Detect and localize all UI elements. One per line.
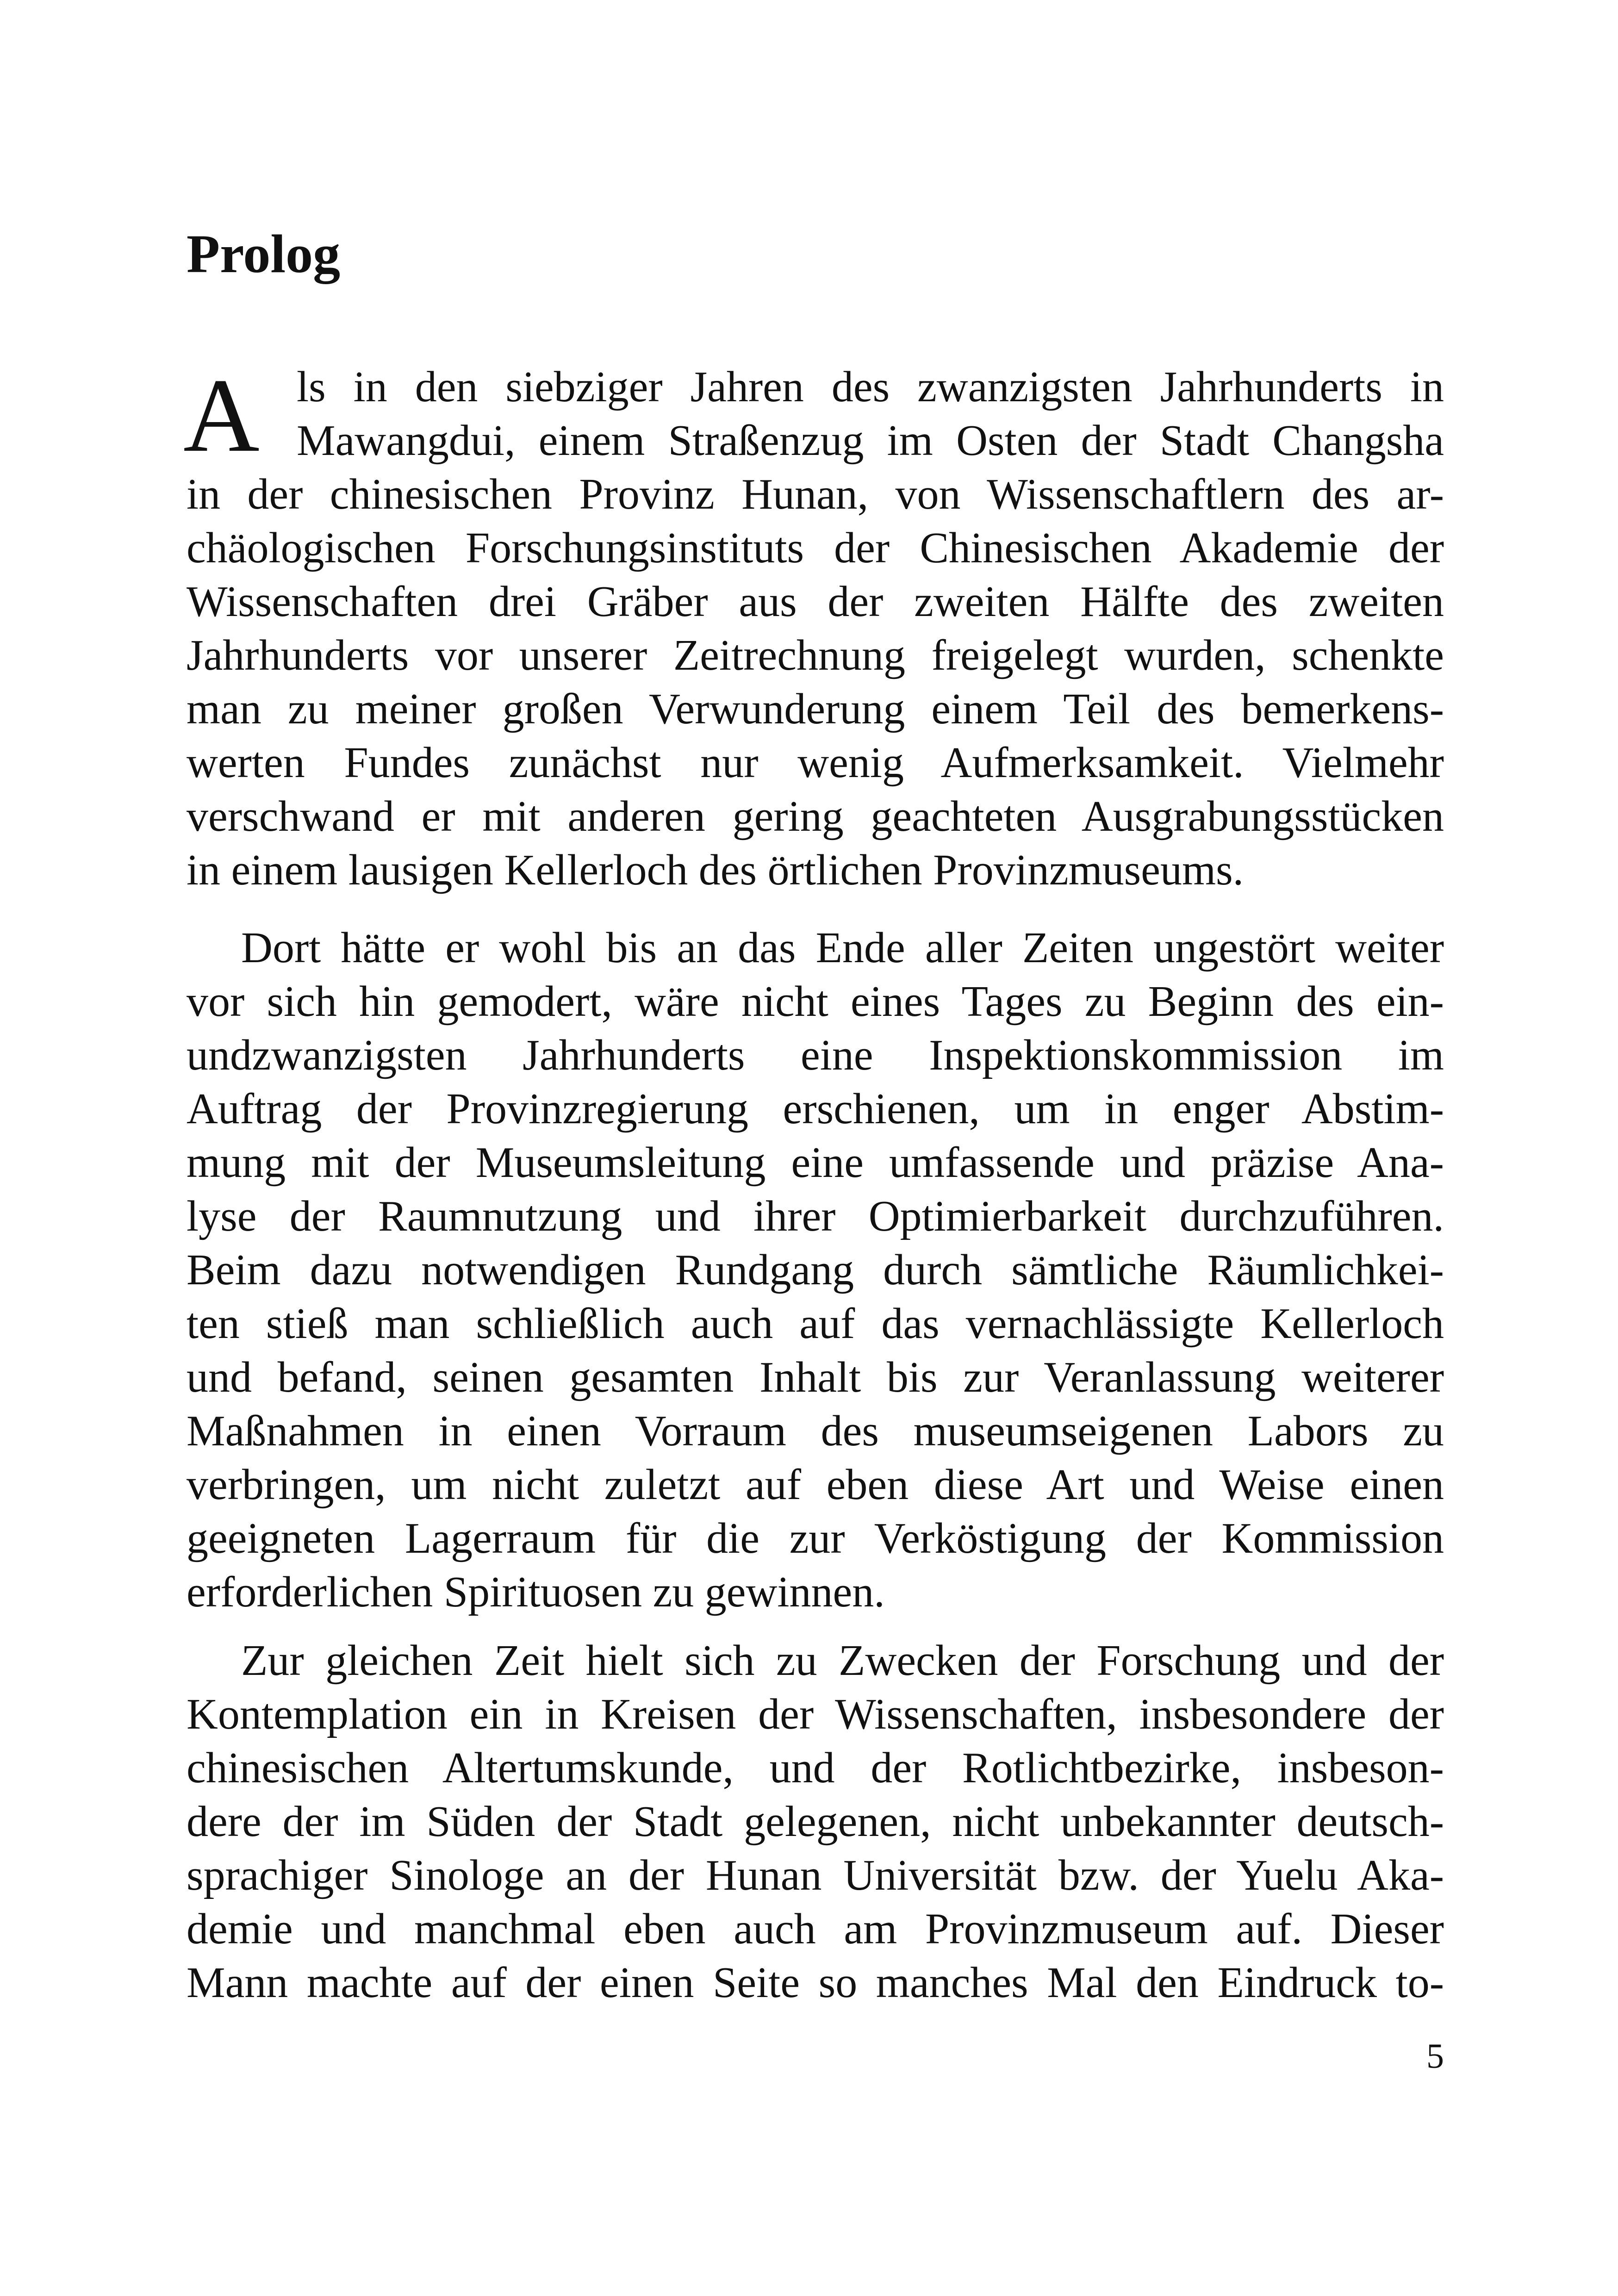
text-line: Zur gleichen Zeit hielt sich zu Zwecken der Forschung und der (241, 1636, 1444, 1685)
text-line: Jahrhunderts vor unserer Zeitrechnung freigelegt wurden, schenkte (187, 631, 1444, 679)
text-line: dere der im Süden der Stadt gelegenen, nicht unbekannter deutsch- (187, 1798, 1444, 1846)
text-line: und befand, seinen gesamten Inhalt bis zur Veranlassung weiterer (187, 1353, 1444, 1401)
text-line: geeigneten Lagerraum für die zur Verköstigung der Kommission (187, 1514, 1444, 1562)
chapter-title: Prolog (187, 224, 341, 284)
text-line: Kontemplation ein in Kreisen der Wissenschaften, insbesondere der (187, 1690, 1444, 1738)
text-line: erforderlichen Spirituosen zu gewinnen. (187, 1568, 885, 1616)
text-line: sprachiger Sinologe an der Hunan Universität bzw. der Yuelu Aka- (187, 1851, 1444, 1899)
text-line: ten stieß man schließlich auch auf das vernachlässigte Kellerloch (187, 1300, 1444, 1348)
text-line: Dort hätte er wohl bis an das Ende aller Zeiten ungestört weiter (241, 924, 1444, 972)
text-line: Wissenschaften drei Gräber aus der zweiten Hälfte des zweiten (187, 578, 1444, 626)
text-line: demie und manchmal eben auch am Provinzmuseum auf. Dieser (187, 1905, 1444, 1953)
text-line: Auftrag der Provinzregierung erschienen, um in enger Abstim- (187, 1085, 1444, 1133)
text-line: Maßnahmen in einen Vorraum des museumseigenen Labors zu (187, 1407, 1444, 1455)
text-line: chäologischen Forschungsinstituts der Chinesischen Akademie der (187, 524, 1444, 572)
text-line: mung mit der Museumsleitung eine umfassende und präzise Ana- (187, 1139, 1444, 1187)
paragraph-3 (187, 1634, 1444, 2010)
text-line: Beim dazu notwendigen Rundgang durch sämtliche Räumlichkei- (187, 1246, 1444, 1294)
text-line: verschwand er mit anderen gering geachteten Ausgrabungsstücken (187, 792, 1444, 840)
text-line: lyse der Raumnutzung und ihrer Optimierbarkeit durchzuführen. (187, 1192, 1444, 1240)
drop-cap: A (183, 357, 260, 474)
text-line: ls in den siebziger Jahren des zwanzigsten Jahrhunderts in (297, 363, 1444, 411)
text-line: Mawangdui, einem Straßenzug im Osten der Stadt Changsha (297, 417, 1444, 465)
text-line: Mann machte auf der einen Seite so manches Mal den Eindruck to- (187, 1959, 1444, 2007)
text-line: undzwanzigsten Jahrhunderts eine Inspektionskommission im (187, 1031, 1444, 1079)
page-number: 5 (1426, 2037, 1444, 2076)
text-line: man zu meiner großen Verwunderung einem Teil des bemerkens- (187, 685, 1444, 733)
paragraph-2 (187, 921, 1444, 1619)
paragraph-1 (187, 360, 1444, 897)
text-line: chinesischen Altertumskunde, und der Rotlichtbezirke, insbeson- (187, 1744, 1444, 1792)
text-line: vor sich hin gemodert, wäre nicht eines Tages zu Beginn des ein- (187, 977, 1444, 1026)
text-line: verbringen, um nicht zuletzt auf eben diese Art und Weise einen (187, 1461, 1444, 1509)
text-line: werten Fundes zunächst nur wenig Aufmerksamkeit. Vielmehr (187, 739, 1444, 787)
text-line: in der chinesischen Provinz Hunan, von Wissenschaftlern des ar- (187, 470, 1444, 518)
text-line: in einem lausigen Kellerloch des örtlichen Provinzmuseums. (187, 846, 1244, 894)
